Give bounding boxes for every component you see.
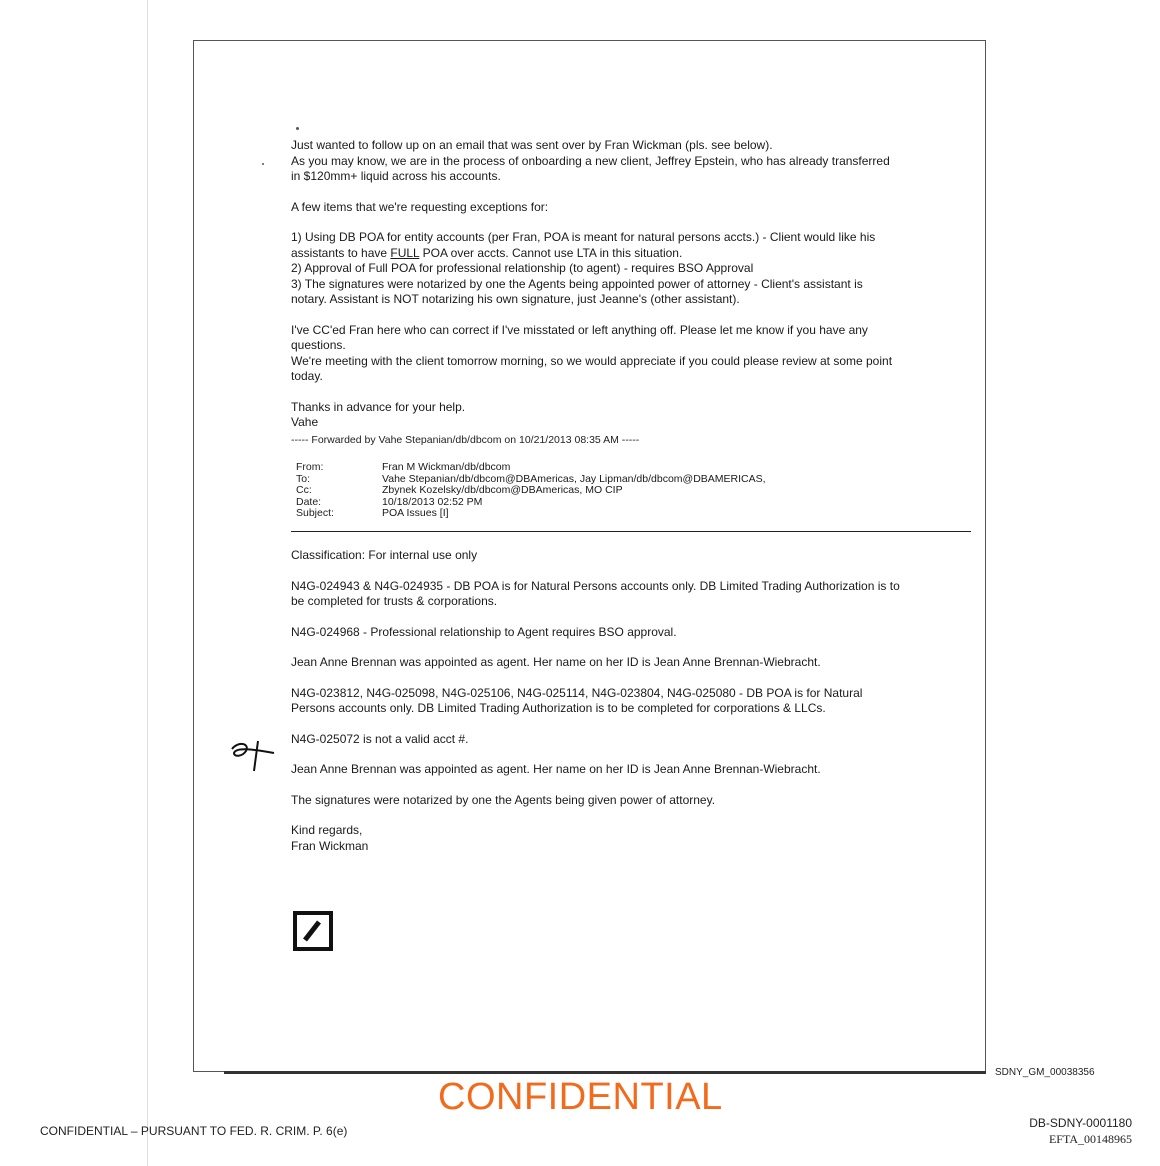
deutsche-bank-logo — [293, 911, 333, 951]
footer-bates-number: DB-SDNY-0001180 — [1029, 1116, 1132, 1130]
forwarded-line: ----- Forwarded by Vahe Stepanian/db/dbcom on 10/21/2013 08:35 AM ----- — [291, 434, 640, 446]
classification-line: Classification: For internal use only — [291, 548, 478, 562]
original-paragraph: N4G-023812, N4G-025098, N4G-025106, N4G-025114, N4G-023804, N4G-025080 - DB POA is for Natural Persons accounts only. DB Limited Trading Authorization is to be completed for corporations & LLCs. — [291, 685, 863, 715]
item-2: 2) Approval of Full POA for professional relationship (to agent) - requires BSO Approval — [291, 261, 754, 275]
original-message-body — [291, 548, 901, 854]
efta-number: EFTA_00148965 — [1048, 1132, 1132, 1146]
thanks-line: Thanks in advance for your help. — [291, 399, 466, 414]
header-value: Zbynek Kozelsky/db/dbcom@DBAmericas, MO CIP — [382, 484, 623, 496]
original-paragraph: The signatures were notarized by one the Agents being given power of attorney. — [291, 792, 716, 807]
header-row-subject — [296, 508, 766, 520]
header-label: From: — [296, 461, 324, 473]
footer-bates — [1029, 1116, 1132, 1147]
scan-speck — [296, 127, 299, 130]
header-divider — [291, 531, 971, 532]
page-bottom-edge — [224, 1071, 986, 1074]
header-value: Vahe Stepanian/db/dbcom@DBAmericas, Jay Lipman/db/dbcom@DBAMERICAS, — [382, 472, 766, 485]
header-label: Cc: — [296, 484, 312, 496]
sender-name: Fran Wickman — [291, 838, 369, 853]
bates-number-right: SDNY_GM_00038356 — [995, 1067, 1095, 1078]
meeting-note: We're meeting with the client tomorrow morning, so we would appreciate if you could please review at some point today. — [291, 353, 893, 383]
original-paragraph: N4G-024968 - Professional relationship to Agent requires BSO approval. — [291, 624, 677, 639]
original-paragraph: N4G-024943 & N4G-024935 - DB POA is for Natural Persons accounts only. DB Limited Trading Authorization is to be completed for trusts & corporations. — [291, 578, 900, 608]
scan-margin-line — [147, 0, 148, 1166]
scan-speck — [262, 163, 264, 165]
header-label: Subject: — [296, 507, 334, 519]
header-value: Fran M Wickman/db/dbcom — [382, 461, 511, 473]
header-label: To: — [296, 472, 311, 485]
confidential-stamp: CONFIDENTIAL — [438, 1076, 723, 1118]
item-1 — [291, 230, 901, 261]
email-header-table — [296, 462, 766, 520]
header-row-cc — [296, 485, 766, 497]
items-heading: A few items that we're requesting exceptions for: — [291, 199, 549, 214]
item-3: 3) The signatures were notarized by one the Agents being appointed power of attorney - Client's assistant is notary. Assistant is NOT notarizing his own signature, just Jeanne's (other assistant). — [291, 276, 863, 306]
item-1-emphasis: FULL — [390, 245, 420, 260]
intro-line-2: As you may know, we are in the process of onboarding a new client, Jeffrey Epstein, who has already transferred in $120mm+ liquid across his accounts. — [291, 153, 890, 183]
email-body — [291, 138, 901, 431]
header-row-from — [296, 462, 766, 474]
header-row-date — [296, 497, 766, 509]
header-value: POA Issues [I] — [382, 507, 449, 519]
intro-line-1: Just wanted to follow up on an email that was sent over by Fran Wickman (pls. see below). — [291, 138, 773, 152]
handwritten-checkmark-icon — [228, 735, 278, 775]
item-1-text: 1) Using DB POA for entity accounts (per Fran, POA is meant for natural persons accts.) - Client would like his assistants to have — [291, 230, 876, 260]
footer-confidential-note: CONFIDENTIAL – PURSUANT TO FED. R. CRIM. P. 6(e) — [40, 1124, 348, 1138]
closing-line: Kind regards, — [291, 823, 363, 837]
original-paragraph: N4G-025072 is not a valid acct #. — [291, 731, 469, 746]
original-paragraph: Jean Anne Brennan was appointed as agent. Her name on her ID is Jean Anne Brennan-Wiebracht. — [291, 655, 821, 669]
original-paragraph: Jean Anne Brennan was appointed as agent. Her name on her ID is Jean Anne Brennan-Wiebracht. — [291, 762, 821, 776]
cc-note: I've CC'ed Fran here who can correct if I've misstated or left anything off. Please let me know if you have any questions. — [291, 322, 868, 352]
item-1-text-end: POA over accts. Cannot use LTA in this situation. — [419, 245, 683, 260]
signoff: Vahe — [291, 415, 319, 429]
header-value: 10/18/2013 02:52 PM — [382, 495, 483, 508]
header-label: Date: — [296, 495, 322, 508]
